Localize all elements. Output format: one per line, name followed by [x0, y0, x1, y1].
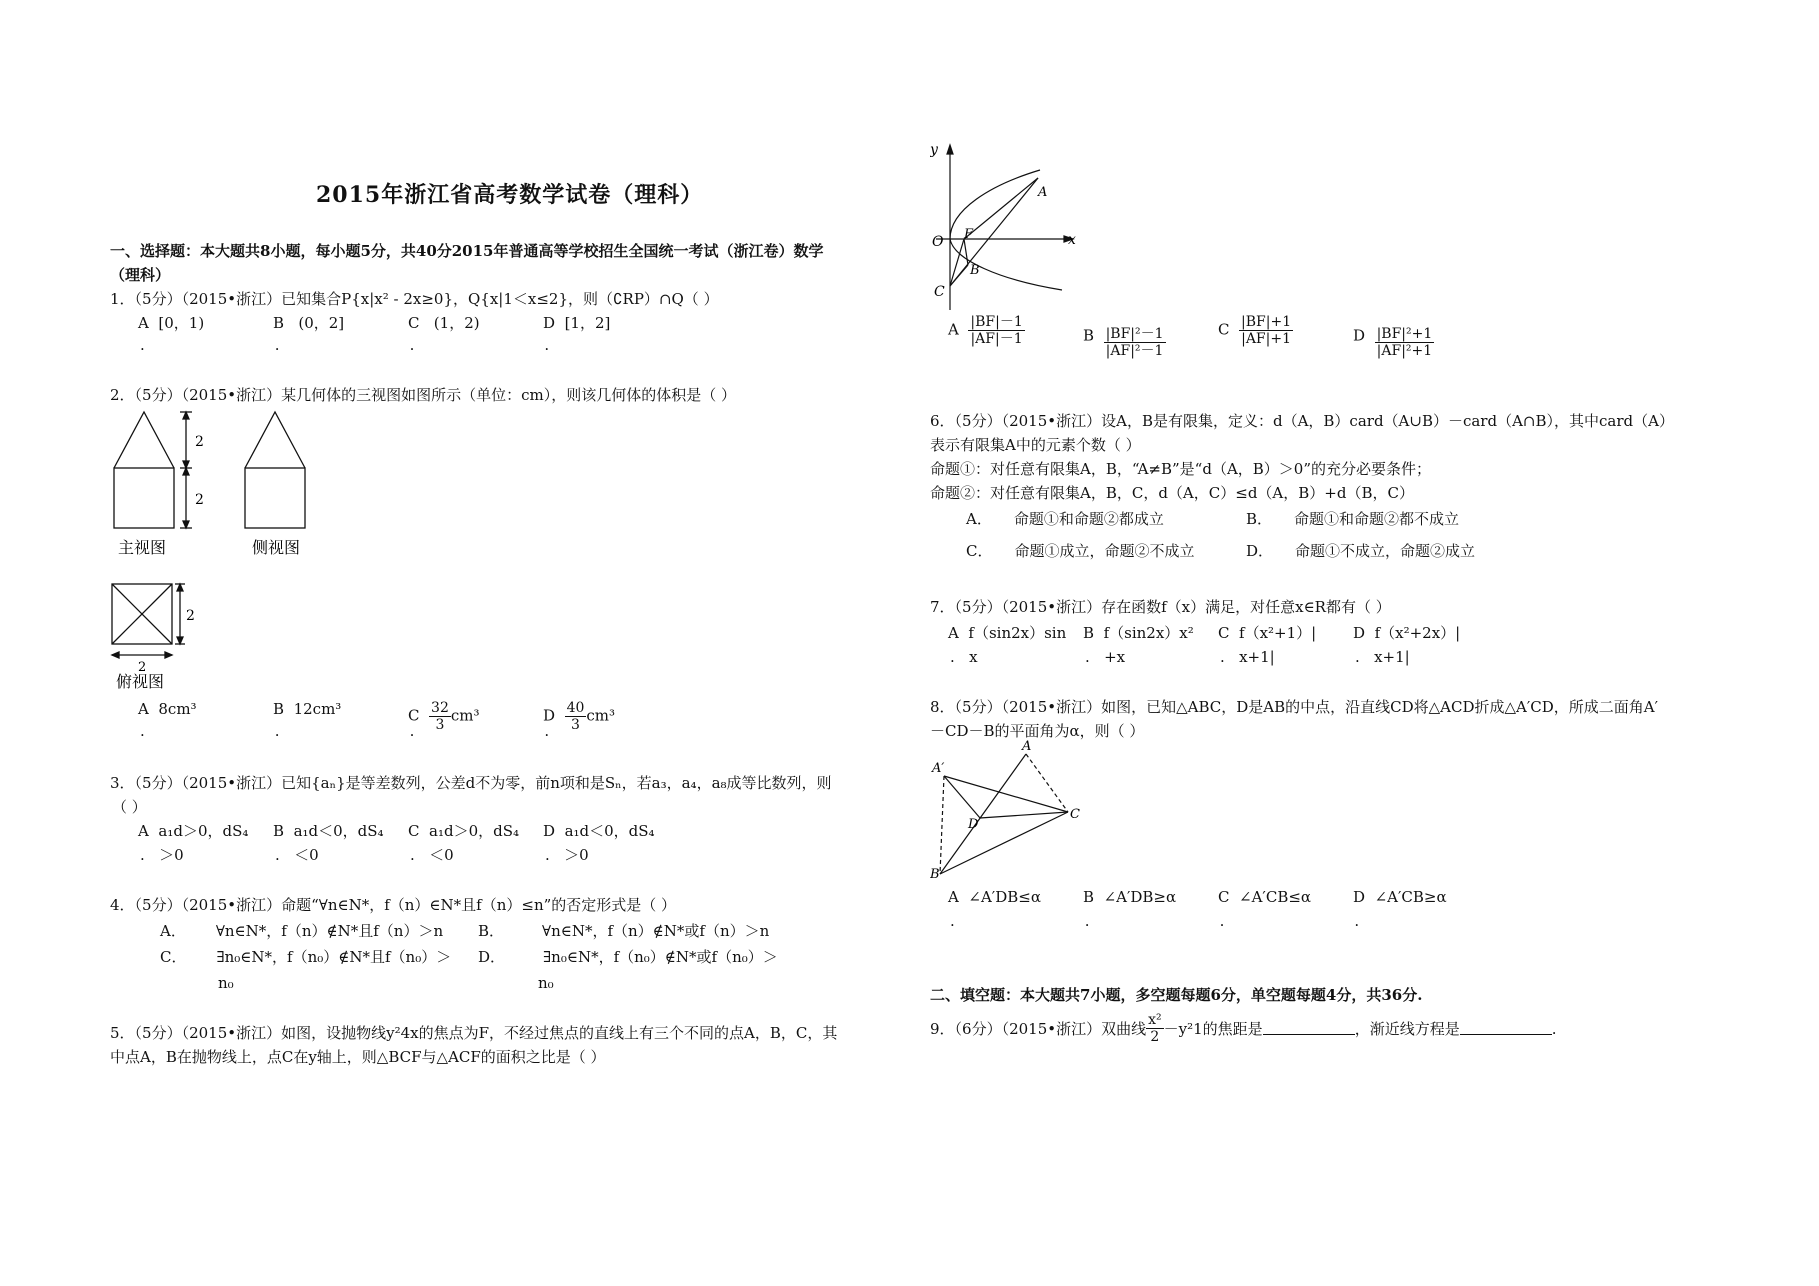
q7-option-b[interactable]: B f（sin2x）x²	[1083, 624, 1194, 642]
q2-option-b[interactable]: B 12cm³	[273, 700, 342, 718]
point-a-label: A	[1038, 185, 1048, 200]
q5-option-c[interactable]: C $\frac{|BF|+1}{|AF|+1}$	[1218, 314, 1292, 347]
q5-stem: 5．（5分）（2015•浙江）如图，设抛物线y²4x的焦点为F，不经过焦点的直线上有三个不同的点A，B，C，其	[110, 1024, 838, 1042]
q8-option-b[interactable]: B ∠A′DB≥α	[1083, 888, 1177, 906]
edge-bc	[940, 812, 1068, 874]
q8-option-a[interactable]: A ∠A′DB≤α	[948, 888, 1041, 906]
page-title: 2015年浙江省高考数学试卷（理科）	[316, 182, 704, 208]
q6-proposition-1: 命题①：对任意有限集A，B，“A≠B”是“d（A，B）＞0”的充分必要条件；	[930, 460, 1432, 478]
front-view	[114, 412, 192, 528]
top-view-label: 俯视图	[116, 672, 165, 691]
q4-option-c-cont: n₀	[218, 974, 234, 992]
q8-stem: 8．（5分）（2015•浙江）如图，已知△ABC，D是AB的中点，沿直线CD将△ACD折成△A′CD，所成二面角A′	[930, 698, 1659, 716]
point-a-label: A	[1022, 740, 1032, 754]
q7-option-b-cont: . +x	[1085, 648, 1126, 666]
q4-option-d-cont: n₀	[538, 974, 554, 992]
q9-blank-asymptote[interactable]	[1460, 1022, 1552, 1035]
front-dim-lower: 2	[195, 492, 204, 508]
q8-option-dots: . . . .	[950, 912, 1360, 930]
x-axis-label: x	[1068, 232, 1076, 248]
q4-stem: 4．（5分）（2015•浙江）命题“∀n∈N*，f（n）∈N*且f（n）≤n”的否定形式是（ ）	[110, 896, 677, 914]
q3-option-b-cont: . ＜0	[275, 846, 319, 864]
q6-option-a[interactable]: A． 命题①和命题②都成立	[966, 510, 1164, 528]
point-d-label: D	[968, 817, 979, 832]
q1-option-dots: . . . .	[140, 336, 550, 354]
edge-ac	[1026, 754, 1068, 812]
q1-option-c[interactable]: C (1，2)	[408, 314, 480, 332]
q2-stem: 2．（5分）（2015•浙江）某几何体的三视图如图所示（单位：cm），则该几何体的体积是（ ）	[110, 386, 737, 404]
edge-cd	[980, 812, 1068, 818]
top-view	[112, 584, 185, 658]
q2-option-d[interactable]: D $\frac{40}{3}$ cm³	[543, 700, 616, 733]
q6-stem-cont: 表示有限集A中的元素个数（ ）	[930, 436, 1141, 454]
q9-blank-focal-distance[interactable]	[1263, 1022, 1355, 1035]
section1-heading: 一、选择题：本大题共8小题，每小题5分，共40分2015年普通高等学校招生全国统一考试（浙江卷）数学	[110, 242, 824, 260]
point-c-label: C	[934, 284, 945, 300]
q5-option-d[interactable]: D $\frac{\text{|BF|²+1}}{\text{|AF|²+1}}$	[1353, 326, 1433, 359]
point-b-label: B	[970, 263, 980, 278]
section1-heading-cont: （理科）	[110, 266, 171, 284]
q7-option-a[interactable]: A f（sin2x）sin	[948, 624, 1067, 642]
q9-middle: －y²1的焦距是	[1163, 1019, 1263, 1038]
parabola-figure	[930, 140, 1080, 320]
front-dim-upper: 2	[195, 434, 204, 450]
q4-option-d[interactable]: D． ∃n₀∈N*，f（n₀）∉N*或f（n₀）＞	[478, 948, 778, 966]
q7-option-a-cont: . x	[950, 648, 978, 666]
q2-option-a[interactable]: A 8cm³	[138, 700, 197, 718]
q2-option-dots: . . . .	[140, 722, 550, 740]
q4-option-a[interactable]: A． ∀n∈N*，f（n）∉N*且f（n）＞n	[160, 922, 444, 940]
q3-option-a-cont: . ＞0	[140, 846, 184, 864]
section2-heading: 二、填空题：本大题共7小题，多空题每题6分，单空题每题4分，共36分.	[930, 986, 1423, 1004]
q7-option-d[interactable]: D f（x²+2x）|	[1353, 624, 1461, 642]
side-view-label: 侧视图	[252, 538, 301, 557]
q3-option-b[interactable]: B a₁d＜0，dS₄	[273, 822, 384, 840]
q6-proposition-2: 命题②：对任意有限集A，B，C，d（A，C）≤d（A，B）+d（B，C）	[930, 484, 1414, 502]
q2-option-c[interactable]: C $\frac{32}{3}$ cm³	[408, 700, 480, 733]
edge-a1b	[940, 776, 944, 874]
fold-figure	[930, 740, 1090, 880]
side-view	[245, 412, 305, 528]
focus-label: F	[964, 227, 974, 242]
q5-option-b[interactable]: B $\frac{\text{|BF|²－1}}{\text{|AF|²－1}}$	[1083, 326, 1164, 359]
q3-option-d[interactable]: D a₁d＜0，dS₄	[543, 822, 655, 840]
q8-option-c[interactable]: C ∠A′CB≤α	[1218, 888, 1312, 906]
q9-fraction: $\frac{\text{x²}}{2}$	[1148, 1012, 1162, 1045]
origin-label: O	[932, 234, 944, 250]
q1-option-a[interactable]: A [0，1)	[138, 314, 205, 332]
q1-option-b[interactable]: B (0，2]	[273, 314, 345, 332]
front-view-label: 主视图	[118, 538, 167, 557]
edge-a1d	[944, 776, 980, 818]
top-dim-bottom: 2	[138, 660, 147, 675]
q4-option-c[interactable]: C． ∃n₀∈N*，f（n₀）∉N*且f（n₀）＞	[160, 948, 452, 966]
edge-ab	[940, 754, 1026, 874]
q3-option-c[interactable]: C a₁d＞0，dS₄	[408, 822, 520, 840]
q1-stem: 1．（5分）（2015•浙江）已知集合P{x|x² - 2x≥0}，Q{x|1＜x≤2}，则（∁RP）∩Q（ ）	[110, 290, 719, 308]
q6-option-b[interactable]: B． 命题①和命题②都不成立	[1246, 510, 1460, 528]
q7-stem: 7．（5分）（2015•浙江）存在函数f（x）满足，对任意x∈R都有（ ）	[930, 598, 1391, 616]
q3-stem: 3．（5分）（2015•浙江）已知{aₙ}是等差数列，公差d不为零，前n项和是Sₙ，若a₃，a₄，a₈成等比数列，则	[110, 774, 832, 792]
point-b-label: B	[930, 867, 940, 880]
q8-stem-cont: －CD－B的平面角为α，则（ ）	[930, 722, 1145, 740]
q4-option-b[interactable]: B． ∀n∈N*，f（n）∉N*或f（n）＞n	[478, 922, 770, 940]
q9-stem	[930, 1012, 1556, 1045]
q6-option-d[interactable]: D． 命题①不成立，命题②成立	[1246, 542, 1476, 560]
q9-prefix: 9．（6分）（2015•浙江）双曲线	[930, 1019, 1147, 1038]
three-view-figure	[100, 404, 320, 694]
q3-stem-cont: （ ）	[112, 798, 147, 816]
q5-option-a[interactable]: A $\frac{|BF|-1}{|AF|-1}$	[948, 314, 1023, 347]
q5-stem-cont: 中点A，B在抛物线上，点C在y轴上，则△BCF与△ACF的面积之比是（ ）	[110, 1048, 606, 1066]
q6-stem: 6．（5分）（2015•浙江）设A，B是有限集，定义：d（A，B）card（A∪B）－card（A∩B），其中card（A）	[930, 412, 1674, 430]
q7-option-c[interactable]: C f（x²+1）|	[1218, 624, 1317, 642]
q6-option-c[interactable]: C． 命题①成立，命题②不成立	[966, 542, 1195, 560]
q7-option-c-cont: . x+1|	[1220, 648, 1275, 666]
point-a-prime-label: A′	[932, 761, 945, 776]
q9-end: .	[1551, 1019, 1557, 1038]
q9-middle2: ，渐近线方程是	[1354, 1019, 1460, 1038]
q7-option-d-cont: . x+1|	[1355, 648, 1410, 666]
y-axis-label: y	[930, 142, 938, 158]
q3-option-c-cont: . ＜0	[410, 846, 454, 864]
top-dim-right: 2	[186, 608, 195, 624]
q3-option-d-cont: . ＞0	[545, 846, 589, 864]
q1-option-d[interactable]: D [1，2]	[543, 314, 611, 332]
q3-option-a[interactable]: A a₁d＞0，dS₄	[138, 822, 249, 840]
point-c-label: C	[1070, 807, 1080, 822]
q8-option-d[interactable]: D ∠A′CB≥α	[1353, 888, 1447, 906]
